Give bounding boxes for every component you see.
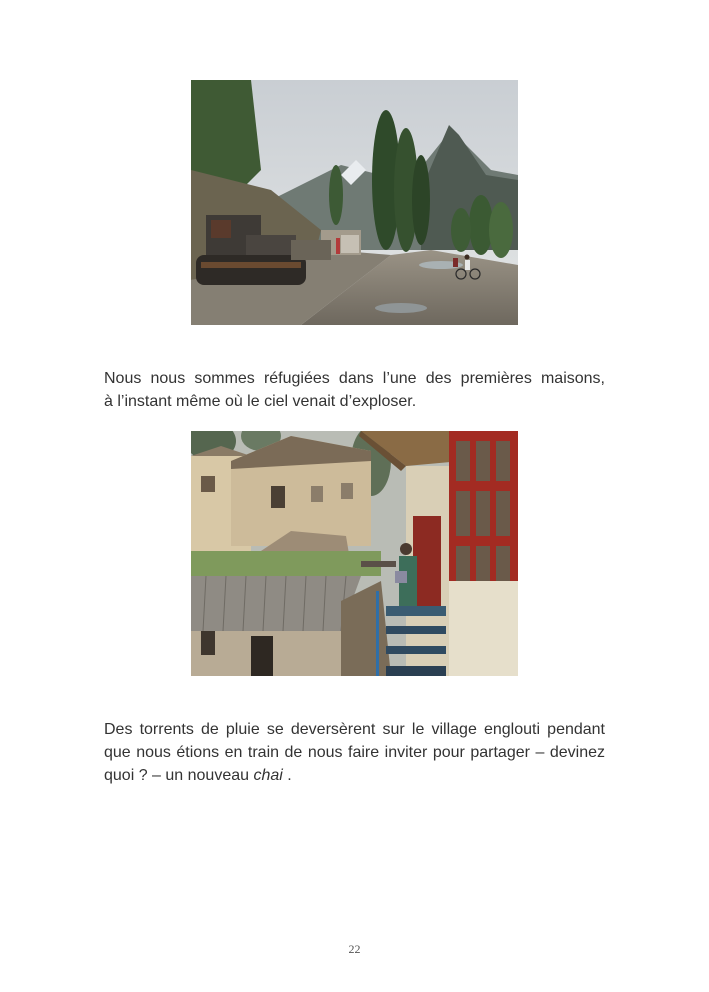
mountain-road-bulldozer-photo xyxy=(191,80,518,325)
paragraph-2-line-1: Des torrents de pluie se deversèrent sur le village englouti pendant xyxy=(104,721,605,738)
paragraph-1 xyxy=(104,367,605,413)
paragraph-2-line-3 xyxy=(104,764,605,787)
paragraph-2-line-2: que nous étions en train de nous faire inviter pour partager – devinez xyxy=(104,744,605,761)
page-number: 22 xyxy=(348,942,361,956)
village-rain-porch-photo xyxy=(191,431,518,676)
paragraph-1-line-2: à l’instant même où le ciel venait d’exploser. xyxy=(104,393,417,410)
paragraph-2-line-3-prefix: quoi ? – un nouveau xyxy=(104,767,254,784)
paragraph-2 xyxy=(104,718,605,787)
paragraph-1-line-1: Nous nous sommes réfugiées dans l’une des premières maisons, xyxy=(104,370,605,387)
chai-emphasis: chai xyxy=(253,767,283,784)
paragraph-2-line-3-suffix: . xyxy=(282,767,292,784)
